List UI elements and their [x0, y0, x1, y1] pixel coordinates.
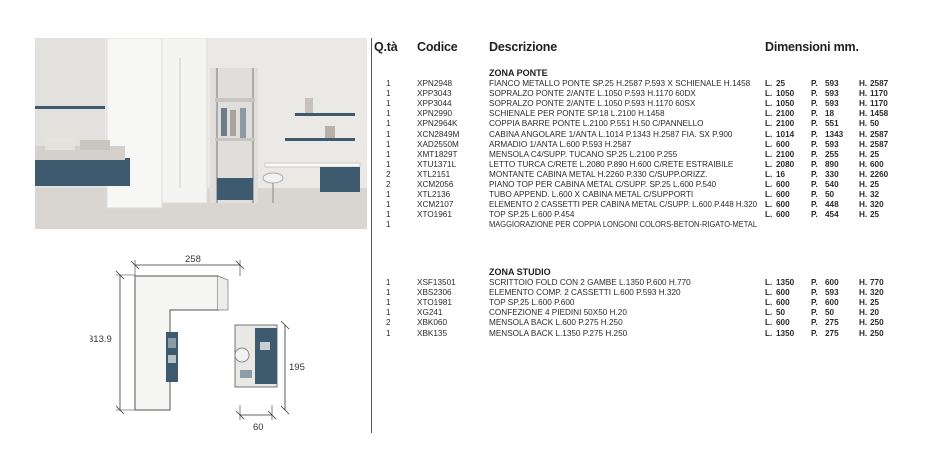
dim-value-p: 593: [825, 288, 839, 298]
table-row: [0, 130, 939, 140]
dim-label-h: H.: [859, 109, 868, 119]
row-description: TOP SP.25 L.600 P.454: [489, 210, 575, 220]
row-description: SOPRALZO PONTE 2/ANTE L.1050 P.593 H.1170 60SX: [489, 99, 696, 109]
dim-value-h: 50: [870, 119, 880, 129]
dim-value-p: 540: [825, 180, 839, 189]
dim-label-l: L.: [765, 190, 773, 200]
table-row: [0, 200, 939, 210]
row-code: XPP3044: [417, 99, 452, 109]
dim-label-h: H.: [859, 119, 868, 129]
dim-label-l: L.: [765, 308, 773, 318]
row-qty: 1: [386, 109, 391, 119]
row-code: XPN2990: [417, 109, 453, 119]
dim-label-l: L.: [765, 149, 773, 159]
dim-value-l: 600: [776, 139, 790, 149]
dim-label-h: H.: [859, 318, 868, 328]
dim-value-h: 320: [870, 288, 884, 298]
dim-label-l: L.: [765, 99, 773, 109]
dim-value-h: 2260: [870, 169, 889, 179]
dim-label-l: L.: [765, 89, 773, 99]
dim-label-h: H.: [859, 328, 868, 338]
row-code: XCN2849M: [417, 129, 460, 139]
row-code: XMT1829T: [417, 149, 458, 159]
dim-value-l: 600: [776, 190, 790, 200]
row-description: TUBO APPEND. L.600 X CABINA METAL C/SUPPORTI: [489, 190, 694, 200]
row-qty: 1: [386, 89, 391, 99]
table-row: [0, 308, 939, 318]
dim-label-p: P.: [811, 298, 818, 308]
row-qty: 1: [386, 129, 391, 139]
dim-label-p: P.: [811, 99, 818, 109]
row-code: XTO1981: [417, 298, 452, 308]
header-code: Codice: [417, 40, 458, 54]
plan-top-width: 258: [185, 254, 201, 265]
dim-value-p: 593: [825, 79, 839, 88]
dim-value-l: 600: [776, 298, 790, 308]
section-title: ZONA STUDIO: [489, 267, 551, 277]
row-qty: 1: [386, 298, 391, 308]
row-qty: 2: [386, 169, 391, 179]
row-description: SOPRALZO PONTE 2/ANTE L.1050 P.593 H.1170 60DX: [489, 89, 696, 99]
dim-value-h: 320: [870, 200, 884, 210]
row-description: TOP SP.25 L.600 P.600: [489, 298, 575, 308]
dim-label-p: P.: [811, 139, 818, 149]
row-description: ELEMENTO 2 CASSETTI PER CABINA METAL C/SUPP. L.600 P.448 H.320: [489, 200, 757, 210]
dim-value-p: 600: [825, 298, 839, 308]
dim-value-h: 25: [870, 149, 880, 159]
dim-label-h: H.: [859, 99, 868, 109]
dim-label-p: P.: [811, 328, 818, 338]
dim-label-p: P.: [811, 190, 818, 200]
dim-label-l: L.: [765, 180, 773, 189]
row-code: XPN2964K: [417, 119, 458, 129]
dim-label-h: H.: [859, 278, 868, 287]
dim-label-h: H.: [859, 210, 868, 220]
dim-label-l: L.: [765, 129, 773, 139]
dim-label-p: P.: [811, 278, 818, 287]
dim-value-p: 255: [825, 149, 839, 159]
dim-value-h: 1170: [870, 89, 888, 99]
row-qty: 1: [386, 79, 391, 88]
dim-value-h: 2587: [870, 139, 889, 149]
dim-value-p: 454: [825, 210, 839, 220]
dim-value-p: 593: [825, 139, 839, 149]
row-code: XCM2056: [417, 180, 454, 189]
table-row: [0, 288, 939, 298]
dim-label-p: P.: [811, 180, 818, 189]
row-description: MAGGIORAZIONE PER COPPIA LONGONI COLORS-BETON-RIGATO-METAL: [489, 220, 757, 230]
dim-label-l: L.: [765, 278, 773, 287]
row-qty: 1: [386, 220, 391, 230]
row-code: XTU1371L: [417, 159, 457, 169]
row-description: MENSOLA C4/SUPP. TUCANO SP.25 L.2100 P.255: [489, 149, 678, 159]
dim-label-p: P.: [811, 89, 818, 99]
row-qty: 1: [386, 288, 391, 298]
dim-value-p: 593: [825, 99, 839, 109]
dim-value-l: 1050: [776, 99, 795, 109]
row-qty: 2: [386, 318, 391, 328]
table-row: [0, 329, 939, 339]
plan-left-height: 313.9: [90, 334, 112, 345]
row-qty: 1: [386, 99, 391, 109]
dim-value-h: 770: [870, 278, 884, 287]
dim-value-p: 18: [825, 109, 835, 119]
dim-label-h: H.: [859, 159, 868, 169]
table-row: [0, 318, 939, 328]
dim-value-l: 600: [776, 180, 790, 189]
row-code: XTL2136: [417, 190, 451, 200]
header-qty: Q.tà: [374, 40, 398, 54]
dim-value-h: 25: [870, 180, 880, 189]
table-row: [0, 99, 939, 109]
table-row: [0, 119, 939, 129]
dim-value-p: 600: [825, 278, 839, 287]
dim-label-l: L.: [765, 210, 773, 220]
dim-value-p: 330: [825, 169, 839, 179]
row-code: XTL2151: [417, 169, 451, 179]
table-row: [0, 220, 939, 230]
dim-value-l: 2100: [776, 149, 795, 159]
dim-value-l: 16: [776, 169, 786, 179]
row-qty: 1: [386, 139, 391, 149]
row-code: XTO1961: [417, 210, 452, 220]
dim-label-l: L.: [765, 169, 773, 179]
dim-value-h: 25: [870, 210, 880, 220]
table-row: [0, 89, 939, 99]
dim-value-p: 448: [825, 200, 839, 210]
dim-label-p: P.: [811, 119, 818, 129]
dim-label-l: L.: [765, 298, 773, 308]
row-code: XBK135: [417, 328, 448, 338]
plan-right-height: 195: [289, 362, 305, 373]
section-title: ZONA PONTE: [489, 68, 548, 78]
row-description: MENSOLA BACK L.600 P.275 H.250: [489, 318, 623, 328]
dim-label-h: H.: [859, 288, 868, 298]
dim-label-h: H.: [859, 180, 868, 189]
row-qty: 1: [386, 159, 391, 169]
dim-label-p: P.: [811, 210, 818, 220]
row-qty: 1: [386, 308, 391, 318]
row-qty: 1: [386, 149, 391, 159]
dim-label-h: H.: [859, 139, 868, 149]
dim-label-l: L.: [765, 159, 773, 169]
row-description: LETTO TURCA C/RETE L.2080 P.890 H.600 C/RETE ESTRAIBILE: [489, 159, 734, 169]
row-description: CONFEZIONE 4 PIEDINI 50X50 H.20: [489, 308, 627, 318]
dim-value-l: 1350: [776, 278, 795, 287]
dim-label-p: P.: [811, 79, 818, 88]
row-description: FIANCO METALLO PONTE SP.25 H.2587 P.593 X SCHIENALE H.1458: [489, 79, 751, 88]
dim-value-p: 551: [825, 119, 839, 129]
row-code: XG241: [417, 308, 443, 318]
dim-label-p: P.: [811, 159, 818, 169]
table-row: [0, 190, 939, 200]
dim-label-p: P.: [811, 308, 818, 318]
dim-value-h: 2587: [870, 79, 889, 88]
dim-value-l: 600: [776, 318, 790, 328]
dim-label-h: H.: [859, 169, 868, 179]
dim-label-h: H.: [859, 298, 868, 308]
row-qty: 1: [386, 200, 391, 210]
row-code: XSF13501: [417, 278, 456, 287]
dim-value-h: 25: [870, 298, 880, 308]
dim-value-p: 1343: [825, 129, 844, 139]
row-code: XPP3043: [417, 89, 452, 99]
header-dimensions: Dimensioni mm.: [765, 40, 859, 54]
row-description: ARMADIO 1/ANTA L.600 P.593 H.2587: [489, 139, 632, 149]
row-code: XBS2306: [417, 288, 452, 298]
dim-value-h: 32: [870, 190, 880, 200]
dim-label-p: P.: [811, 200, 818, 210]
dim-value-l: 2080: [776, 159, 795, 169]
row-code: XPN2948: [417, 79, 453, 88]
dim-value-l: 600: [776, 210, 790, 220]
dim-label-h: H.: [859, 200, 868, 210]
dim-value-l: 1050: [776, 89, 795, 99]
dim-label-h: H.: [859, 190, 868, 200]
table-row: [0, 79, 939, 89]
row-description: COPPIA BARRE PONTE L.2100 P.551 H.50 C/PANNELLO: [489, 119, 704, 129]
table-row: [0, 140, 939, 150]
dim-value-l: 1350: [776, 328, 795, 338]
header-description: Descrizione: [489, 40, 557, 54]
dim-label-p: P.: [811, 169, 818, 179]
dim-label-p: P.: [811, 129, 818, 139]
table-row: [0, 298, 939, 308]
table-row: [0, 109, 939, 119]
row-code: XCM2107: [417, 200, 454, 210]
dim-value-h: 1458: [870, 109, 889, 119]
dim-label-p: P.: [811, 318, 818, 328]
dim-value-p: 50: [825, 308, 835, 318]
dim-label-h: H.: [859, 89, 868, 99]
dim-value-h: 1170: [870, 99, 888, 109]
dim-label-l: L.: [765, 318, 773, 328]
dim-value-l: 2100: [776, 109, 795, 119]
table-row: [0, 170, 939, 180]
dim-value-h: 250: [870, 328, 884, 338]
dim-value-p: 275: [825, 328, 839, 338]
dim-value-p: 593: [825, 89, 839, 99]
row-code: XBK060: [417, 318, 448, 328]
dim-value-l: 600: [776, 288, 790, 298]
row-description: MENSOLA BACK L.1350 P.275 H.250: [489, 328, 628, 338]
dim-label-h: H.: [859, 149, 868, 159]
dim-label-l: L.: [765, 79, 773, 88]
row-description: MONTANTE CABINA METAL H.2260 P.330 C/SUPP.ORIZZ.: [489, 169, 708, 179]
dim-label-l: L.: [765, 200, 773, 210]
row-qty: 1: [386, 210, 391, 220]
row-description: SCHIENALE PER PONTE SP.18 L.2100 H.1458: [489, 109, 665, 119]
dim-value-l: 25: [776, 79, 786, 88]
dim-label-p: P.: [811, 149, 818, 159]
row-description: CABINA ANGOLARE 1/ANTA L.1014 P.1343 H.2587 FIA. SX P.900: [489, 129, 733, 139]
table-row: [0, 278, 939, 288]
row-qty: 1: [386, 119, 391, 129]
dim-value-l: 1014: [776, 129, 795, 139]
dim-value-l: 2100: [776, 119, 795, 129]
row-qty: 1: [386, 278, 391, 287]
dim-label-p: P.: [811, 109, 818, 119]
dim-value-l: 600: [776, 200, 790, 210]
dim-label-h: H.: [859, 308, 868, 318]
row-description: SCRITTOIO FOLD CON 2 GAMBE L.1350 P.600 H.770: [489, 278, 691, 287]
table-row: [0, 160, 939, 170]
dim-value-h: 250: [870, 318, 884, 328]
table-row: [0, 180, 939, 190]
dim-value-p: 50: [825, 190, 835, 200]
dim-label-l: L.: [765, 328, 773, 338]
dim-label-l: L.: [765, 288, 773, 298]
table-row: [0, 210, 939, 220]
dim-label-p: P.: [811, 288, 818, 298]
row-code: XAD2550M: [417, 139, 459, 149]
dim-value-h: 600: [870, 159, 884, 169]
dim-label-l: L.: [765, 119, 773, 129]
dim-label-h: H.: [859, 79, 868, 88]
dim-value-p: 275: [825, 318, 839, 328]
dim-label-l: L.: [765, 139, 773, 149]
dim-value-p: 890: [825, 159, 839, 169]
row-qty: 1: [386, 190, 391, 200]
dim-value-h: 20: [870, 308, 880, 318]
table-row: [0, 150, 939, 160]
row-qty: 1: [386, 328, 391, 338]
dim-value-l: 50: [776, 308, 786, 318]
dim-value-h: 2587: [870, 129, 889, 139]
row-description: PIANO TOP PER CABINA METAL C/SUPP. SP.25 L.600 P.540: [489, 180, 717, 189]
dim-label-l: L.: [765, 109, 773, 119]
dim-label-h: H.: [859, 129, 868, 139]
plan-bottom-width: 60: [253, 422, 264, 433]
row-qty: 2: [386, 180, 391, 189]
row-description: ELEMENTO COMP. 2 CASSETTI L.600 P.593 H.320: [489, 288, 681, 298]
